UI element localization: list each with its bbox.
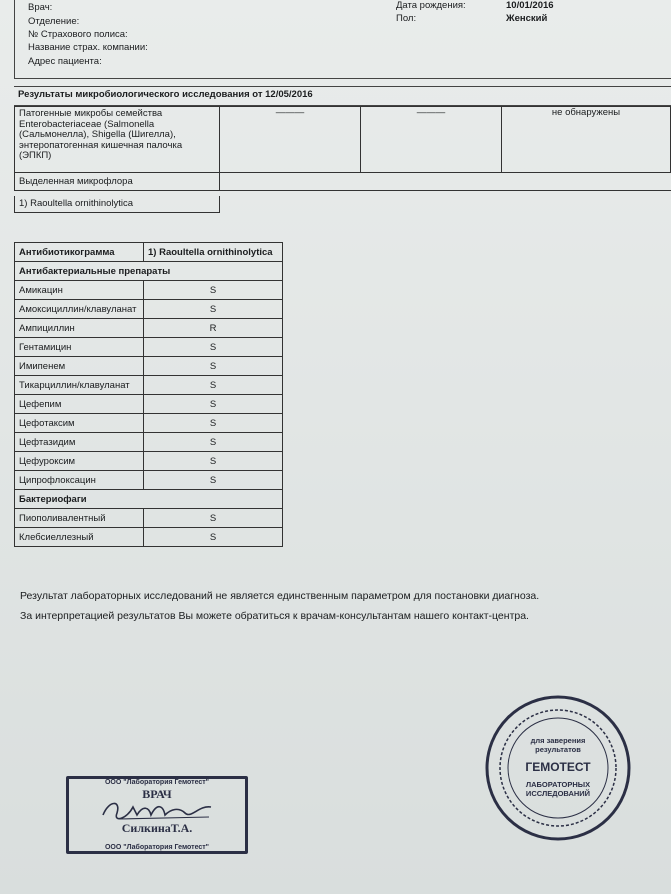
- disclaimer-line-1: Результат лабораторных исследований не является единственным параметром для постановки диагноза.: [20, 590, 540, 602]
- drug-name: Цефотаксим: [15, 414, 144, 433]
- table-row: [15, 173, 671, 191]
- organism-header: 1) Raoultella ornithinolytica: [144, 243, 283, 262]
- sex-label: Пол:: [396, 13, 417, 24]
- table-row: [15, 395, 283, 414]
- isolate-box: [14, 196, 220, 213]
- dob-value: 10/01/2016: [506, 0, 554, 11]
- table-row: [15, 107, 671, 173]
- table-row: [15, 414, 283, 433]
- drug-name: Цефуроксим: [15, 452, 144, 471]
- drug-result: S: [144, 395, 283, 414]
- round-stamp-bottom: ЛАБОРАТОРНЫХ ИССЛЕДОВАНИЙ: [525, 780, 591, 798]
- drug-name: Ампициллин: [15, 319, 144, 338]
- drug-result: S: [144, 357, 283, 376]
- drug-name: Амикацин: [15, 281, 144, 300]
- phage-result: S: [144, 509, 283, 528]
- round-stamp-brand: ГЕМОТЕСТ: [525, 760, 591, 774]
- results-title: Результаты микробиологического исследования от 12/05/2016: [18, 89, 313, 100]
- drug-result: S: [144, 300, 283, 319]
- microflora-label: Выделенная микрофлора: [15, 173, 220, 191]
- drug-result: S: [144, 376, 283, 395]
- doctor-label: Врач:: [28, 2, 53, 13]
- drug-result: S: [144, 338, 283, 357]
- stamp-org-bottom: ООО "Лаборатория Гемотест": [104, 844, 210, 851]
- insurer-label: Название страх. компании:: [28, 42, 148, 53]
- drug-result: S: [144, 452, 283, 471]
- antibiogram-header: Антибиотикограмма: [15, 243, 144, 262]
- drug-name: Амоксициллин/клавуланат: [15, 300, 144, 319]
- table-row: [15, 357, 283, 376]
- table-row: [15, 338, 283, 357]
- stamp-org-top: ООО "Лаборатория Гемотест": [104, 779, 210, 786]
- disclaimer-line-2: За интерпретацией результатов Вы можете обратиться к врачам-консультантам нашего контакт-центра.: [20, 610, 529, 622]
- pathogen-cell: Патогенные микробы семейства Enterobacteriaceae (Salmonella (Сальмонелла), Shigella (Шигелла), энтеропатогенная кишечная палочка (ЭПКП): [15, 107, 220, 173]
- table-row: [15, 281, 283, 300]
- table-row: [15, 319, 283, 338]
- drug-name: Тикарциллин/клавуланат: [15, 376, 144, 395]
- table-row: [15, 243, 283, 262]
- doctor-stamp: [66, 776, 248, 854]
- drug-name: Ципрофлоксацин: [15, 471, 144, 490]
- department-label: Отделение:: [28, 16, 80, 27]
- drug-name: Имипенем: [15, 357, 144, 376]
- table-row: [15, 433, 283, 452]
- drug-name: Гентамицин: [15, 338, 144, 357]
- round-stamp: [484, 694, 632, 842]
- drug-result: S: [144, 414, 283, 433]
- policy-label: № Страхового полиса:: [28, 29, 128, 40]
- section-antibacterial: Антибактериальные препараты: [15, 262, 283, 281]
- dash-cell-1: ———: [220, 107, 361, 173]
- table-row: [15, 262, 283, 281]
- table-row: [15, 376, 283, 395]
- table-row: [15, 490, 283, 509]
- dash-cell-2: ———: [361, 107, 502, 173]
- table-row: [15, 471, 283, 490]
- drug-result: S: [144, 281, 283, 300]
- stamp-name: СилкинаТ.А.: [121, 821, 193, 835]
- table-row: [15, 300, 283, 319]
- table-row: [15, 528, 283, 547]
- results-table: [14, 106, 671, 191]
- phage-name: Клебсиеллезный: [15, 528, 144, 547]
- isolate-label: 1) Raoultella ornithinolytica: [19, 198, 134, 209]
- drug-name: Цефепим: [15, 395, 144, 414]
- address-label: Адрес пациента:: [28, 56, 102, 67]
- microflora-empty: [220, 173, 671, 191]
- round-stamp-top: для заверения результатов: [530, 736, 586, 754]
- table-row: [15, 452, 283, 471]
- not-found-cell: не обнаружены: [502, 107, 671, 173]
- sex-value: Женский: [506, 13, 548, 24]
- drug-result: S: [144, 433, 283, 452]
- drug-name: Цефтазидим: [15, 433, 144, 452]
- section-phages: Бактериофаги: [15, 490, 283, 509]
- phage-name: Пиополивалентный: [15, 509, 144, 528]
- antibiogram-table: [14, 242, 283, 547]
- drug-result: R: [144, 319, 283, 338]
- stamp-title: ВРАЧ: [142, 787, 172, 801]
- table-row: [15, 509, 283, 528]
- phage-result: S: [144, 528, 283, 547]
- drug-result: S: [144, 471, 283, 490]
- dob-label: Дата рождения:: [396, 0, 466, 11]
- results-title-row: [14, 86, 671, 106]
